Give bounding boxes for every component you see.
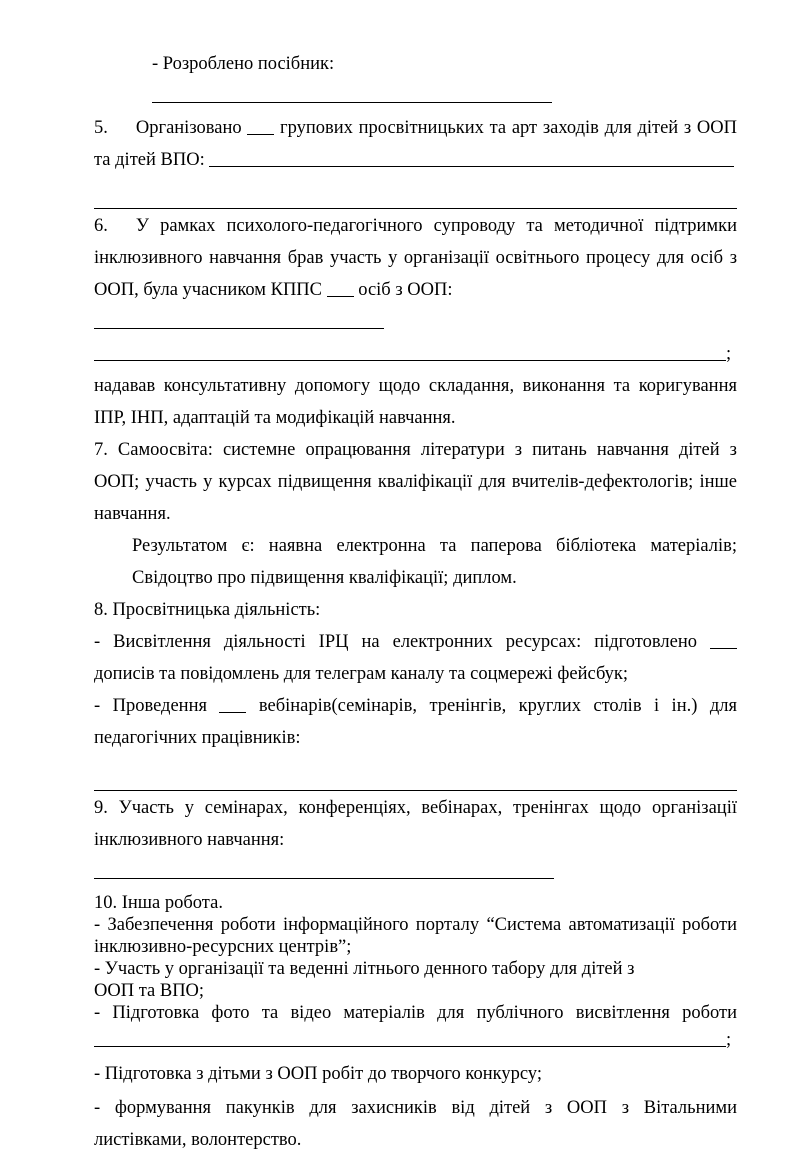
line-item10-3 [94,958,737,980]
blank-line-field[interactable] [94,760,737,791]
line-item7-2 [94,466,737,498]
text-item10-h: листівками, волонтерство. [94,1130,302,1150]
text-item10-d: ООП та ВПО; [94,981,205,1001]
text-item7-c: навчання. [94,504,171,524]
text-item10-b: інклюзивно-ресурсних центрів”; [94,937,352,957]
text-manual-developed: - Розроблено посібник: [152,54,335,74]
text-item10-e: - Підготовка фото та відео матеріалів для публічного висвітлення роботи [94,1003,737,1023]
blank-field-posts-count[interactable] [710,634,737,649]
line-item7-result-1 [132,530,737,562]
item5-number: 5. [94,118,108,138]
line-item10-4 [94,980,737,1002]
line-item8-3 [94,690,737,722]
line-item6-2 [94,242,737,274]
text-item7-result-b: Свідоцтво про підвищення кваліфікації; диплом. [132,568,517,588]
blank-line-field[interactable] [94,178,737,209]
line-item10-9 [94,1124,737,1156]
text-item6-a: У рамках психолого-педагогічного супроводу та методичної підтримки [135,216,737,236]
line-blank-2 [94,760,737,792]
blank-field-manual[interactable] [152,88,552,103]
blank-field-vpo[interactable] [209,152,734,167]
line-item8-1 [94,626,737,658]
line-item10-5 [94,1002,737,1024]
text-item6-b: інклюзивного навчання брав участь у організації освітнього процесу для осіб з [94,248,737,268]
blank-field-inclusive-education[interactable] [94,864,554,879]
text-item8-c: - Проведення [94,696,220,716]
text-item10-c: - Участь у організації та веденні літнього денного табору для дітей з [94,959,635,979]
text-item7-result-a: Результатом є: наявна електронна та паперова бібліотека матеріалів; [132,536,737,556]
line-manual-developed [94,48,737,112]
line-item5-2 [94,144,737,176]
blank-field-count-events[interactable] [247,120,274,135]
text-item8-d: вебінарів(семінарів, тренінгів, круглих столів і ін.) для [246,696,737,716]
line-item7-1 [94,434,737,466]
blank-field-kpps-count[interactable] [327,282,354,297]
text-item8-b: дописів та повідомлень для телеграм каналу та соцмережі фейсбук; [94,664,629,684]
text-item9-b: інклюзивного навчання: [94,830,285,850]
text-item10-end: ; [726,1030,732,1050]
text-item10-title: 10. Інша робота. [94,893,223,913]
line-item8-4 [94,722,737,754]
text-item10-a: - Забезпечення роботи інформаційного порталу “Система автоматизації роботи [94,915,737,935]
line-item10-6 [94,1024,737,1056]
text-item6-end: ; [726,344,732,364]
blank-field-oop-persons[interactable] [94,314,384,329]
line-item8-2 [94,658,737,690]
text-item10-f: - Підготовка з дітьми з ООП робіт до творчого конкурсу; [94,1064,542,1084]
text-item5-a: Організовано [135,118,248,138]
line-item9-2 [94,824,737,888]
line-item6-4 [94,338,737,370]
line-item6-5 [94,370,737,402]
line-item7-3 [94,498,737,530]
text-item6-f: ІПР, ІНП, адаптацій та модифікацій навчання. [94,408,456,428]
text-item5-b: групових просвітницьких та арт заходів для дітей з ООП [274,118,737,138]
text-item8-a: - Висвітлення діяльності ІРЦ на електронних ресурсах: підготовлено [94,632,710,652]
text-item5-c: та дітей ВПО: [94,150,210,170]
line-item8-title [94,594,737,626]
text-item8-e: педагогічних працівників: [94,728,301,748]
blank-field-webinars-count[interactable] [219,698,246,713]
line-blank-1 [94,178,737,210]
text-item7-b: ООП; участь у курсах підвищення кваліфікації для вчителів-дефектологів; інше [94,472,737,492]
text-item6-e: надавав консультативну допомогу щодо складання, виконання та коригування [94,376,737,396]
line-item10-title [94,892,737,914]
line-item7-result-2 [132,562,737,594]
item6-number: 6. [94,216,108,236]
blank-line-field[interactable] [94,1032,726,1047]
line-item6-1 [94,210,737,242]
text-item7-a: 7. Самоосвіта: системне опрацювання літератури з питань навчання дітей з [94,440,737,460]
line-item6-3 [94,274,737,338]
line-item6-6 [94,402,737,434]
text-item9-a: 9. Участь у семінарах, конференціях, вебінарах, тренінгах щодо організації [94,798,737,818]
line-item9-1 [94,792,737,824]
text-item10-g: - формування пакунків для захисників від дітей з ООП з Вітальними [94,1098,737,1118]
line-item10-2 [94,936,737,958]
line-item10-8 [94,1092,737,1124]
line-item10-1 [94,914,737,936]
line-item10-7 [94,1058,737,1090]
text-item6-c: ООП, була учасником КППС [94,280,327,300]
line-item5-1 [94,112,737,144]
blank-line-field[interactable] [94,346,726,361]
text-item8-title: 8. Просвітницька діяльність: [94,600,321,620]
text-item6-d: осіб з ООП: [353,280,453,300]
